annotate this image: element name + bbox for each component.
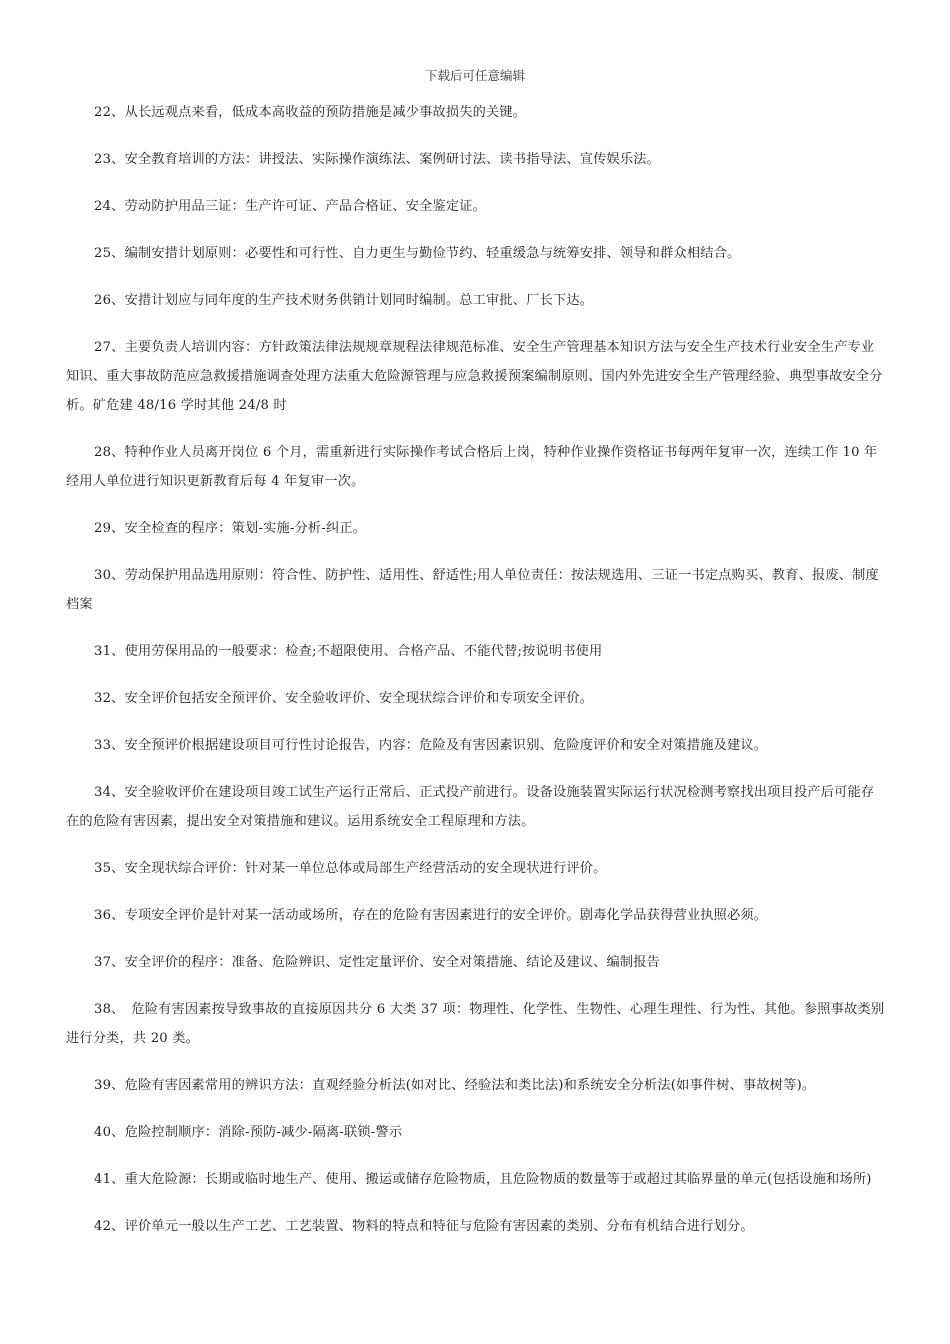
- paragraph-35: 35、安全现状综合评价：针对某一单位总体或局部生产经营活动的安全现状进行评价。: [94, 861, 607, 876]
- paragraph-27: 27、主要负责人培训内容：方针政策法律法规规章规程法律规范标准、安全生产管理基本知识方法与安全生产技术行业安全生产专业知识、重大事故防范应急救援措施调查处理方法重大危险源管理与应急救援预案编制原则、国内外先进安全生产管理经验、典型事故安全分析。矿危建 48/16 学时其他 24/8 时: [66, 340, 883, 413]
- paragraph-34: 34、安全验收评价在建设项目竣工试生产运行正常后、正式投产前进行。设备设施装置实际运行状况检测考察找出项目投产后可能存在的危险有害因素，提出安全对策措施和建议。运用系统安全工程原理和方法。: [66, 785, 875, 829]
- paragraph-25: 25、编制安措计划原则：必要性和可行性、自力更生与勤俭节约、轻重缓急与统筹安排、领导和群众相结合。: [94, 246, 741, 261]
- paragraph-31: 31、使用劳保用品的一般要求：检查;不超限使用、合格产品、不能代替;按说明书使用: [94, 644, 603, 659]
- paragraph-28: 28、特种作业人员离开岗位 6 个月，需重新进行实际操作考试合格后上岗，特种作业操作资格证书每两年复审一次，连续工作 10 年经用人单位进行知识更新教育后每 4 年复审一次。: [66, 445, 878, 489]
- paragraph-24: 24、劳动防护用品三证：生产许可证、产品合格证、安全鉴定证。: [94, 199, 487, 214]
- paragraph-32: 32、安全评价包括安全预评价、安全验收评价、安全现状综合评价和专项安全评价。: [94, 691, 594, 706]
- paragraph-23: 23、安全教育培训的方法：讲授法、实际操作演练法、案例研讨法、读书指导法、宣传娱乐法。: [94, 152, 661, 167]
- paragraph-39: 39、危险有害因素常用的辨识方法：直观经验分析法(如对比、经验法和类比法)和系统安全分析法(如事件树、事故树等)。: [94, 1078, 816, 1093]
- paragraph-41: 41、重大危险源：长期或临时地生产、使用、搬运或储存危险物质，且危险物质的数量等于或超过其临界量的单元(包括设施和场所): [94, 1172, 872, 1187]
- document-body: [66, 98, 886, 1259]
- paragraph-29: 29、安全检查的程序：策划-实施-分析-纠正。: [94, 521, 367, 536]
- paragraph-42: 42、评价单元一般以生产工艺、工艺装置、物料的特点和特征与危险有害因素的类别、分布有机结合进行划分。: [94, 1219, 754, 1234]
- page-header: 下载后可任意编辑: [424, 68, 525, 83]
- paragraph-37: 37、安全评价的程序：准备、危险辨识、定性定量评价、安全对策措施、结论及建议、编制报告: [94, 955, 661, 970]
- paragraph-30: 30、劳动保护用品选用原则：符合性、防护性、适用性、舒适性;用人单位责任：按法规选用、三证一书定点购买、教育、报废、制度档案: [66, 568, 879, 612]
- paragraph-26: 26、安措计划应与同年度的生产技术财务供销计划同时编制。总工审批、厂长下达。: [94, 293, 594, 308]
- paragraph-38: 38、 危险有害因素按导致事故的直接原因共分 6 大类 37 项：物理性、化学性、生物性、心理生理性、行为性、其他。参照事故类别进行分类，共 20 类。: [66, 1002, 885, 1046]
- paragraph-40: 40、危险控制顺序：消除-预防-减少-隔离-联锁-警示: [94, 1125, 403, 1140]
- paragraph-36: 36、专项安全评价是针对某一活动或场所，存在的危险有害因素进行的安全评价。剧毒化学品获得营业执照必须。: [94, 908, 768, 923]
- paragraph-22: 22、从长远观点来看，低成本高收益的预防措施是减少事故损失的关键。: [94, 105, 527, 120]
- paragraph-33: 33、安全预评价根据建设项目可行性讨论报告，内容：危险及有害因素识别、危险度评价和安全对策措施及建议。: [94, 738, 768, 753]
